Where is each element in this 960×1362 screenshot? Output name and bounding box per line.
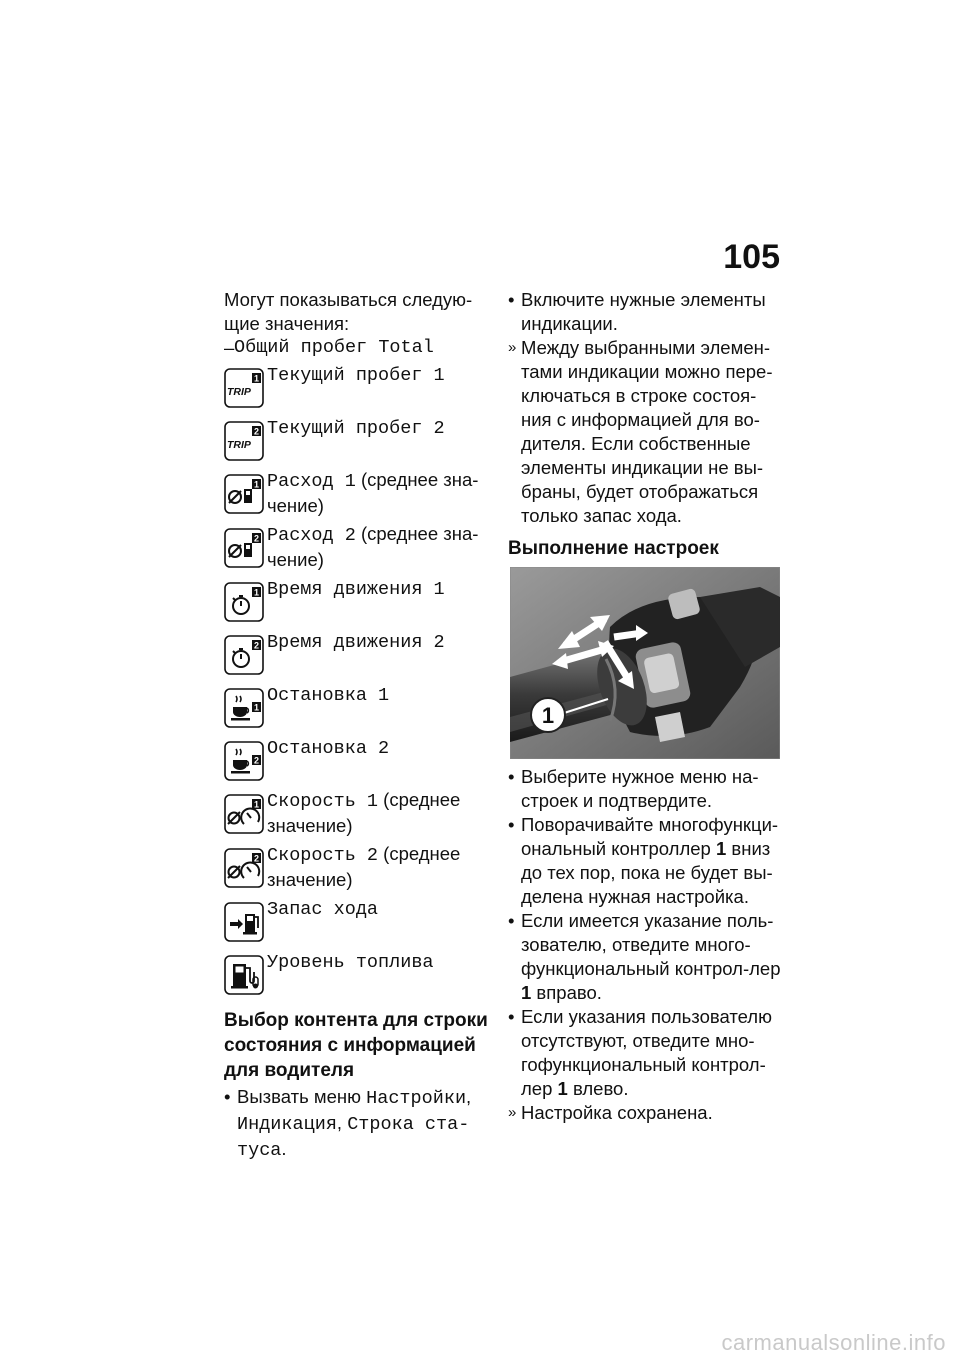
item-suffix: (среднее зна-чение) xyxy=(267,469,479,516)
list-item xyxy=(224,735,490,786)
bullet-item xyxy=(508,288,782,336)
bullet-text: Если имеется указание поль-зователю, отведите много-функциональный контрол-лер 1 вправо. xyxy=(521,910,781,1003)
item-label: Текущий пробег 1 xyxy=(267,365,445,386)
item-label: Общий пробег Total xyxy=(234,337,434,358)
item-label: Запас хода xyxy=(267,899,379,920)
menu-path-display: Индикация xyxy=(237,1114,337,1135)
bullet-text xyxy=(237,1085,490,1163)
list-item xyxy=(224,522,490,574)
list-item xyxy=(224,576,490,627)
bullet-item xyxy=(508,1005,782,1101)
item-label: Время движения 2 xyxy=(267,632,445,653)
bullet-marker: • xyxy=(508,289,515,310)
page-number: 105 xyxy=(723,238,780,276)
item-label: Уровень топлива xyxy=(267,952,434,973)
icon-badge: 2 xyxy=(253,853,260,864)
result-item xyxy=(508,336,782,528)
icon-badge: 1 xyxy=(253,702,260,713)
handlebar-controller-photo xyxy=(510,567,780,759)
item-suffix: (среднее значение) xyxy=(267,789,461,836)
list-item xyxy=(224,415,490,466)
icon-badge: 2 xyxy=(253,533,260,544)
bullet-marker: • xyxy=(508,766,515,787)
bullet-marker: • xyxy=(508,910,515,931)
icon-badge: 1 xyxy=(253,373,260,384)
item-suffix: (среднее значение) xyxy=(267,843,461,890)
trip-text: TRIP xyxy=(227,386,251,398)
right-column xyxy=(508,288,782,1125)
callout-1: 1 xyxy=(541,703,555,728)
icon-badge: 1 xyxy=(253,587,260,598)
item-label: Расход 1 xyxy=(267,471,356,492)
bullet-item xyxy=(508,813,782,909)
list-item xyxy=(224,949,490,1000)
icon-badge: 2 xyxy=(253,755,260,766)
consumption-2-icon xyxy=(224,528,264,568)
menu-separator: , xyxy=(336,1112,348,1133)
list-item xyxy=(224,788,490,840)
bullet-item xyxy=(508,909,782,1005)
stopwatch-1-icon xyxy=(224,582,264,622)
stopwatch-2-icon xyxy=(224,635,264,675)
coffee-stop-1-icon xyxy=(224,688,264,728)
coffee-stop-2-icon xyxy=(224,741,264,781)
menu-path-settings: Настройки xyxy=(366,1088,467,1109)
bullet-text: Поворачивайте многофункци-ональный контроллер 1 вниз до тех пор, пока не будет вы-делена нужная настройка. xyxy=(521,814,779,907)
watermark: carmanualsonline.info xyxy=(721,1330,946,1355)
bullet-marker: • xyxy=(508,1006,515,1027)
bullet-marker: • xyxy=(224,1086,231,1107)
trip-1-icon xyxy=(224,368,264,408)
intro-text: Могут показываться следую-щие значения: xyxy=(224,289,473,334)
bullet-text: Включите нужные элементы индикации. xyxy=(521,289,766,334)
bullet-marker: • xyxy=(508,814,515,835)
trip-2-icon xyxy=(224,421,264,461)
speed-2-icon xyxy=(224,848,264,888)
dash-marker: – xyxy=(224,337,235,358)
list-item xyxy=(224,896,490,947)
list-item xyxy=(224,842,490,894)
item-suffix: (среднее зна-чение) xyxy=(267,523,479,570)
speed-1-icon xyxy=(224,794,264,834)
item-label: Остановка 2 xyxy=(267,738,390,759)
controller-ref: 1 xyxy=(715,838,727,859)
bullet-item xyxy=(508,765,782,813)
range-icon xyxy=(224,902,264,942)
list-item xyxy=(224,468,490,520)
controller-ref: 1 xyxy=(557,1078,568,1099)
trip-text: TRIP xyxy=(227,439,251,451)
icon-badge: 2 xyxy=(253,426,260,437)
list-item xyxy=(224,362,490,413)
list-item xyxy=(224,629,490,680)
item-label: Скорость 2 xyxy=(267,845,379,866)
result-text: Между выбранными элемен-тами индикации можно пере-ключаться в строке состоя-ния с информацией для во-дителя. Если собственные элементы индикации не вы-браны, будет отображаться только запас хода. xyxy=(521,337,773,526)
menu-end: . xyxy=(281,1138,287,1159)
icon-badge: 1 xyxy=(253,479,260,490)
bullet-text: Выберите нужное меню на-строек и подтвердите. xyxy=(521,766,759,811)
bullet-text: Если указания пользователю отсутствуют, отведите мно-гофункциональный контрол-лер 1 влево. xyxy=(521,1006,772,1099)
bullet-item xyxy=(224,1085,490,1163)
icon-badge: 2 xyxy=(253,640,260,651)
icon-badge: 1 xyxy=(253,799,260,810)
consumption-1-icon xyxy=(224,474,264,514)
menu-prefix: Вызвать меню xyxy=(237,1086,367,1107)
section-heading: Выбор контента для строки состояния с информацией для водителя xyxy=(224,1010,488,1081)
item-label: Остановка 1 xyxy=(267,685,390,706)
controller-ref: 1 xyxy=(521,982,532,1003)
item-label: Время движения 1 xyxy=(267,579,445,600)
item-label: Расход 2 xyxy=(267,525,356,546)
section-heading: Выполнение настроек xyxy=(508,538,719,559)
item-label: Текущий пробег 2 xyxy=(267,418,445,439)
item-label: Скорость 1 xyxy=(267,791,379,812)
menu-path-status-line: Строка ста-туса xyxy=(237,1114,470,1161)
result-marker: » xyxy=(508,339,517,356)
fuel-level-icon xyxy=(224,955,264,995)
result-text: Настройка сохранена. xyxy=(521,1102,713,1123)
result-item xyxy=(508,1101,782,1125)
result-marker: » xyxy=(508,1104,517,1121)
list-item-total xyxy=(224,336,490,360)
list-item xyxy=(224,682,490,733)
left-column xyxy=(224,288,490,1163)
menu-separator: , xyxy=(466,1086,472,1107)
